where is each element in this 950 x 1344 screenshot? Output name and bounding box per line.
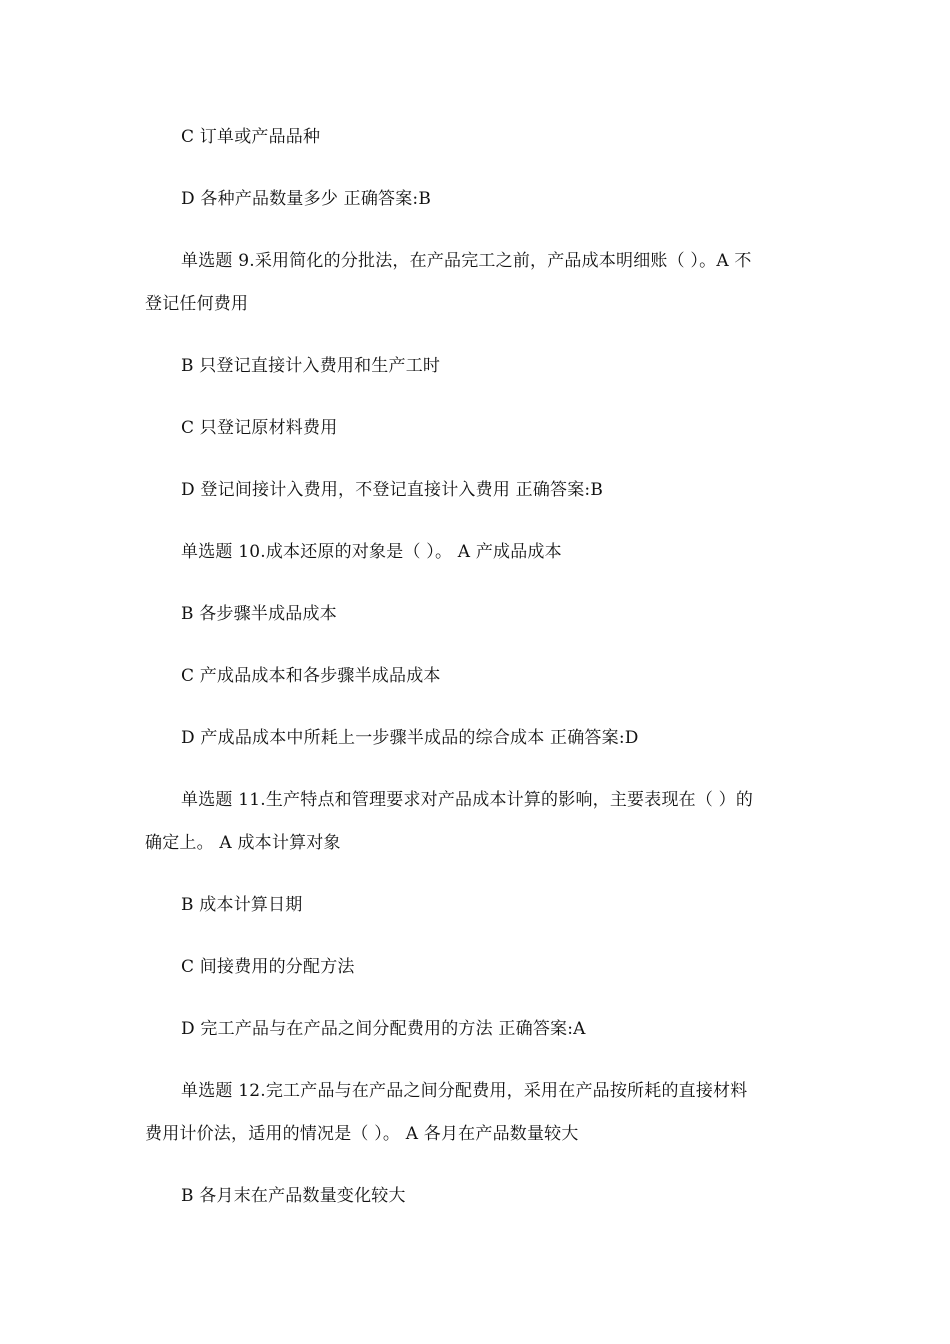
question-9-stem-continued: 登记任何费用 (145, 294, 249, 314)
option-d-q8-answer: D 各种产品数量多少 正确答案:B (181, 189, 432, 209)
question-9-stem: 单选题 9.采用简化的分批法，在产品完工之前，产品成本明细账（ ）。A 不 (181, 251, 752, 271)
option-d-q10-answer: D 产成品成本中所耗上一步骤半成品的综合成本 正确答案:D (181, 728, 639, 748)
option-d-q9-answer: D 登记间接计入费用，不登记直接计入费用 正确答案:B (181, 480, 604, 500)
question-11-stem-continued: 确定上。 A 成本计算对象 (145, 833, 341, 853)
question-11-stem: 单选题 11.生产特点和管理要求对产品成本计算的影响，主要表现在（ ）的 (181, 790, 754, 810)
option-c-q9: C 只登记原材料费用 (181, 418, 338, 438)
option-c-q8: C 订单或产品品种 (181, 127, 321, 147)
option-c-q10: C 产成品成本和各步骤半成品成本 (181, 666, 441, 686)
question-10-stem: 单选题 10.成本还原的对象是（ ）。 A 产成品成本 (181, 542, 562, 562)
option-b-q10: B 各步骤半成品成本 (181, 604, 337, 624)
question-12-stem: 单选题 12.完工产品与在产品之间分配费用，采用在产品按所耗的直接材料 (181, 1081, 748, 1101)
option-d-q11-answer: D 完工产品与在产品之间分配费用的方法 正确答案:A (181, 1019, 586, 1039)
option-b-q11: B 成本计算日期 (181, 895, 303, 915)
option-c-q11: C 间接费用的分配方法 (181, 957, 355, 977)
question-12-stem-continued: 费用计价法，适用的情况是（ ）。 A 各月在产品数量较大 (145, 1124, 579, 1144)
option-b-q12: B 各月末在产品数量变化较大 (181, 1186, 406, 1206)
option-b-q9: B 只登记直接计入费用和生产工时 (181, 356, 441, 376)
